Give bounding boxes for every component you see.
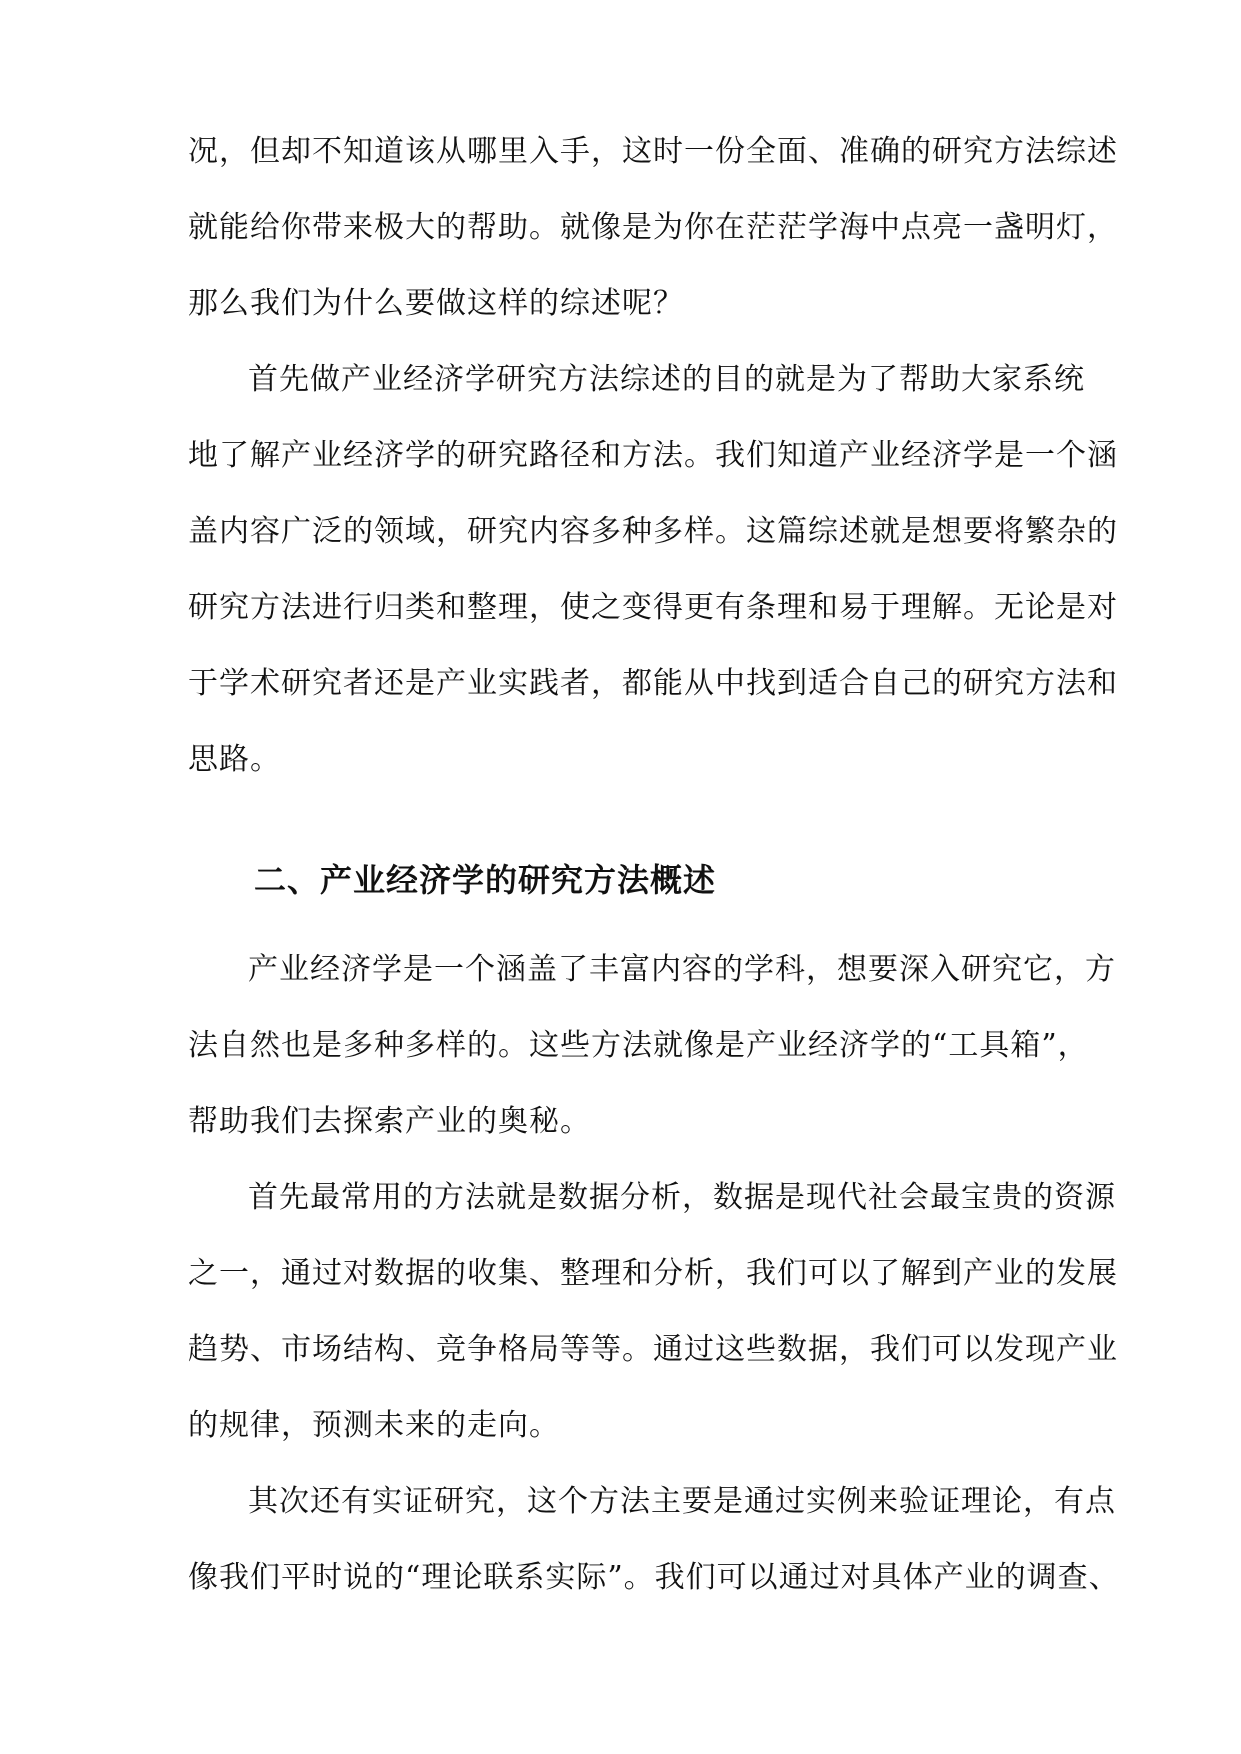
paragraph-line: 其次还有实证研究，这个方法主要是通过实例来验证理论，有点 xyxy=(248,1484,1116,1519)
paragraph-line: 思路。 xyxy=(188,742,281,777)
paragraph-line: 法自然也是多种多样的。这些方法就像是产业经济学的“工具箱”， xyxy=(188,1028,1089,1063)
paragraph-line: 于学术研究者还是产业实践者，都能从中找到适合自己的研究方法和 xyxy=(188,666,1118,701)
paragraph-line: 像我们平时说的“理论联系实际”。我们可以通过对具体产业的调查、 xyxy=(188,1560,1120,1595)
paragraph-line: 就能给你带来极大的帮助。就像是为你在茫茫学海中点亮一盏明灯， xyxy=(188,210,1118,245)
paragraph-line: 那么我们为什么要做这样的综述呢？ xyxy=(188,286,684,321)
paragraph-line: 帮助我们去探索产业的奥秘。 xyxy=(188,1104,591,1139)
paragraph-line: 的规律，预测未来的走向。 xyxy=(188,1408,560,1443)
paragraph-line: 地了解产业经济学的研究路径和方法。我们知道产业经济学是一个涵 xyxy=(188,438,1118,473)
paragraph-line: 趋势、市场结构、竞争格局等等。通过这些数据，我们可以发现产业 xyxy=(188,1332,1118,1367)
paragraph-line: 况，但却不知道该从哪里入手，这时一份全面、准确的研究方法综述 xyxy=(188,134,1118,169)
paragraph-line: 之一，通过对数据的收集、整理和分析，我们可以了解到产业的发展 xyxy=(188,1256,1118,1291)
paragraph-line: 产业经济学是一个涵盖了丰富内容的学科，想要深入研究它，方 xyxy=(248,952,1116,987)
paragraph-line: 盖内容广泛的领域，研究内容多种多样。这篇综述就是想要将繁杂的 xyxy=(188,514,1118,549)
paragraph-line: 首先最常用的方法就是数据分析，数据是现代社会最宝贵的资源 xyxy=(248,1180,1116,1215)
paragraph-line: 研究方法进行归类和整理，使之变得更有条理和易于理解。无论是对 xyxy=(188,590,1118,625)
section-heading: 二、产业经济学的研究方法概述 xyxy=(254,861,717,899)
paragraph-line: 首先做产业经济学研究方法综述的目的就是为了帮助大家系统 xyxy=(248,362,1085,397)
